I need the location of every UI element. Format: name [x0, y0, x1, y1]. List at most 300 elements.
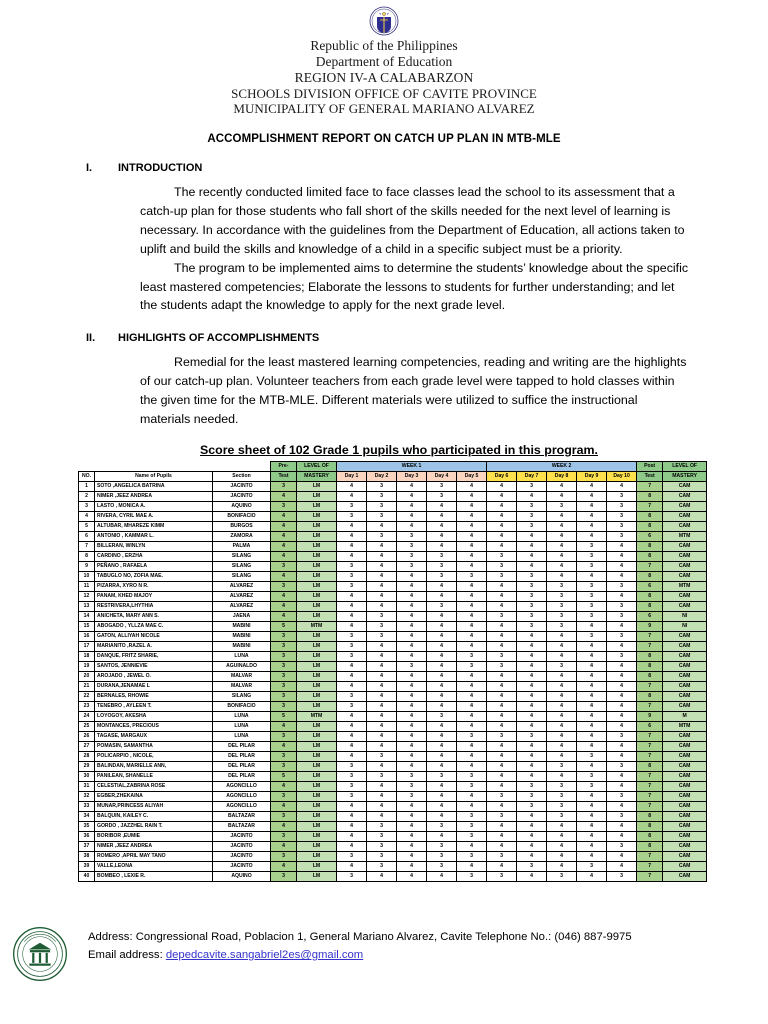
cell-pretest: 3: [271, 561, 297, 571]
cell-day-5: 4: [457, 741, 487, 751]
cell-day-4: 3: [427, 841, 457, 851]
cell-posttest: 7: [637, 771, 663, 781]
cell-day-7: 4: [517, 841, 547, 851]
table-row: [79, 771, 707, 781]
cell-day-4: 4: [427, 511, 457, 521]
cell-day-4: 4: [427, 531, 457, 541]
cell-day-7: 4: [517, 871, 547, 881]
cell-level-of-mastery-post: CAM: [663, 541, 707, 551]
table-row: [79, 731, 707, 741]
cell-level-of-mastery-pre: LM: [297, 791, 337, 801]
table-row: [79, 761, 707, 771]
cell-posttest: 7: [637, 731, 663, 741]
letterhead-line-5: MUNICIPALITY OF GENERAL MARIANO ALVAREZ: [233, 101, 535, 117]
cell-pretest: 4: [271, 531, 297, 541]
cell-day-3: 4: [397, 731, 427, 741]
cell-name: SANTOS, JENNIEVIE: [95, 661, 213, 671]
cell-day-9: 3: [577, 551, 607, 561]
cell-day-10: 3: [607, 841, 637, 851]
table-row: [79, 521, 707, 531]
cell-day-2: 4: [367, 721, 397, 731]
cell-day-7: 4: [517, 851, 547, 861]
cell-level-of-mastery-pre: LM: [297, 611, 337, 621]
cell-day-8: 4: [547, 701, 577, 711]
cell-day-5: 4: [457, 541, 487, 551]
cell-day-5: 3: [457, 781, 487, 791]
cell-day-10: 4: [607, 661, 637, 671]
cell-day-7: 3: [517, 861, 547, 871]
cell-day-6: 4: [487, 831, 517, 841]
cell-level-of-mastery-post: CAM: [663, 481, 707, 491]
cell-day-10: 4: [607, 681, 637, 691]
cell-day-9: 3: [577, 561, 607, 571]
cell-day-3: 4: [397, 811, 427, 821]
cell-name: POLICARPIO , NICOLE,: [95, 751, 213, 761]
cell-level-of-mastery-pre: LM: [297, 551, 337, 561]
cell-day-10: 3: [607, 731, 637, 741]
table-row: [79, 481, 707, 491]
cell-pretest: 5: [271, 771, 297, 781]
cell-day-7: 4: [517, 631, 547, 641]
section-heading-highlights: [0, 332, 768, 344]
cell-name: PANAM, KHED MAJOY: [95, 591, 213, 601]
cell-day-5: 4: [457, 591, 487, 601]
header-day-5: Day 5: [457, 471, 487, 481]
cell-section: LUNA: [213, 651, 271, 661]
cell-pretest: 3: [271, 661, 297, 671]
cell-day-9: 4: [577, 571, 607, 581]
cell-day-6: 4: [487, 481, 517, 491]
cell-pretest: 4: [271, 591, 297, 601]
cell-name: VALLE,LEONA: [95, 861, 213, 871]
cell-day-4: 3: [427, 861, 457, 871]
cell-name: PANILEAN, SHANELLE: [95, 771, 213, 781]
cell-day-6: 4: [487, 721, 517, 731]
cell-day-6: 4: [487, 511, 517, 521]
cell-pretest: 3: [271, 831, 297, 841]
cell-posttest: 7: [637, 481, 663, 491]
cell-day-9: 3: [577, 611, 607, 621]
cell-day-8: 4: [547, 841, 577, 851]
cell-day-10: 4: [607, 741, 637, 751]
cell-day-7: 4: [517, 531, 547, 541]
cell-day-4: 4: [427, 751, 457, 761]
cell-day-6: 4: [487, 581, 517, 591]
cell-posttest: 7: [637, 851, 663, 861]
cell-day-4: 4: [427, 721, 457, 731]
cell-day-7: 4: [517, 541, 547, 551]
cell-day-2: 3: [367, 771, 397, 781]
cell-pretest: 4: [271, 511, 297, 521]
cell-day-10: 4: [607, 691, 637, 701]
cell-section: DEL PILAR: [213, 741, 271, 751]
cell-day-4: 3: [427, 481, 457, 491]
cell-name: BALINDAN, MARIELLE ANN,: [95, 761, 213, 771]
cell-day-9: 4: [577, 741, 607, 751]
cell-day-7: 4: [517, 751, 547, 761]
cell-pretest: 5: [271, 711, 297, 721]
table-row: [79, 671, 707, 681]
cell-section: AGONCILLO: [213, 791, 271, 801]
cell-posttest: 7: [637, 741, 663, 751]
cell-day-1: 4: [337, 861, 367, 871]
cell-name: MONTANCES, PRECIOUS: [95, 721, 213, 731]
cell-day-2: 4: [367, 711, 397, 721]
cell-day-8: 3: [547, 621, 577, 631]
cell-section: MALVAR: [213, 671, 271, 681]
cell-name: TENEBRO , AYLEEN T.: [95, 701, 213, 711]
table-row: [79, 721, 707, 731]
table-row: [79, 711, 707, 721]
cell-level-of-mastery-post: MTM: [663, 721, 707, 731]
cell-posttest: 8: [637, 571, 663, 581]
cell-section: MABINI: [213, 641, 271, 651]
cell-day-1: 4: [337, 811, 367, 821]
cell-level-of-mastery-post: CAM: [663, 791, 707, 801]
cell-name: CELESTIAL,ZABRINA ROSE: [95, 781, 213, 791]
cell-day-2: 3: [367, 501, 397, 511]
cell-day-9: 4: [577, 671, 607, 681]
cell-level-of-mastery-pre: LM: [297, 821, 337, 831]
section-heading-introduction: [0, 162, 768, 174]
cell-name: BOMBEO , LEXIE R.: [95, 871, 213, 881]
cell-pretest: 4: [271, 841, 297, 851]
cell-day-1: 4: [337, 621, 367, 631]
cell-day-4: 4: [427, 651, 457, 661]
cell-name: BILLERAN, WINLYN: [95, 541, 213, 551]
cell-posttest: 8: [637, 521, 663, 531]
cell-day-8: 4: [547, 771, 577, 781]
cell-day-3: 4: [397, 501, 427, 511]
cell-day-10: 4: [607, 641, 637, 651]
cell-day-3: 4: [397, 581, 427, 591]
cell-day-8: 4: [547, 491, 577, 501]
cell-day-6: 4: [487, 741, 517, 751]
cell-day-10: 3: [607, 601, 637, 611]
cell-posttest: 7: [637, 871, 663, 881]
cell-posttest: 8: [637, 661, 663, 671]
footer-email-prefix: Email address:: [88, 949, 166, 962]
cell-no: 15: [79, 621, 95, 631]
cell-day-5: 4: [457, 861, 487, 871]
cell-day-8: 3: [547, 811, 577, 821]
cell-no: 16: [79, 631, 95, 641]
cell-day-2: 4: [367, 561, 397, 571]
cell-day-2: 4: [367, 741, 397, 751]
table-row: [79, 801, 707, 811]
cell-day-10: 3: [607, 491, 637, 501]
cell-level-of-mastery-pre: LM: [297, 841, 337, 851]
cell-day-6: 4: [487, 821, 517, 831]
cell-day-4: 3: [427, 491, 457, 501]
cell-day-6: 3: [487, 871, 517, 881]
cell-day-8: 3: [547, 591, 577, 601]
cell-level-of-mastery-pre: LM: [297, 731, 337, 741]
section-number-2: II.: [86, 332, 96, 345]
cell-name: SOTO ,ANGELICA BATRINA: [95, 481, 213, 491]
cell-day-7: 3: [517, 521, 547, 531]
cell-no: 20: [79, 671, 95, 681]
table-row: [79, 551, 707, 561]
cell-day-7: 3: [517, 601, 547, 611]
cell-level-of-mastery-pre: LM: [297, 701, 337, 711]
cell-day-1: 3: [337, 691, 367, 701]
cell-day-9: 4: [577, 871, 607, 881]
table-row: [79, 691, 707, 701]
cell-name: NIMER ,JEEZ ANDREA: [95, 841, 213, 851]
cell-posttest: 6: [637, 721, 663, 731]
cell-day-7: 4: [517, 721, 547, 731]
cell-day-4: 4: [427, 791, 457, 801]
cell-day-1: 4: [337, 671, 367, 681]
table-row: [79, 651, 707, 661]
cell-posttest: 7: [637, 791, 663, 801]
cell-day-10: 4: [607, 541, 637, 551]
footer-contact: [88, 928, 632, 964]
cell-day-3: 3: [397, 771, 427, 781]
cell-day-6: 4: [487, 711, 517, 721]
cell-level-of-mastery-pre: LM: [297, 801, 337, 811]
cell-no: 32: [79, 791, 95, 801]
cell-day-3: 4: [397, 511, 427, 521]
cell-day-6: 4: [487, 781, 517, 791]
cell-day-1: 3: [337, 581, 367, 591]
cell-day-2: 4: [367, 671, 397, 681]
cell-day-9: 4: [577, 681, 607, 691]
cell-pretest: 4: [271, 541, 297, 551]
cell-section: SILANG: [213, 561, 271, 571]
cell-pretest: 3: [271, 791, 297, 801]
cell-section: JACINTO: [213, 491, 271, 501]
cell-day-1: 3: [337, 791, 367, 801]
cell-day-3: 4: [397, 651, 427, 661]
cell-day-2: 4: [367, 651, 397, 661]
cell-day-4: 4: [427, 631, 457, 641]
cell-day-2: 3: [367, 481, 397, 491]
cell-day-7: 3: [517, 801, 547, 811]
cell-day-10: 3: [607, 581, 637, 591]
cell-pretest: 4: [271, 741, 297, 751]
cell-day-8: 4: [547, 731, 577, 741]
cell-posttest: 8: [637, 841, 663, 851]
cell-day-5: 4: [457, 631, 487, 641]
cell-day-4: 4: [427, 741, 457, 751]
table-row: [79, 611, 707, 621]
cell-day-8: 4: [547, 821, 577, 831]
footer-email-link[interactable]: depedcavite.sangabriel2es@gmail.com: [165, 949, 364, 962]
header-name: Name of Pupils: [95, 471, 213, 481]
cell-posttest: 6: [637, 581, 663, 591]
cell-day-10: 3: [607, 611, 637, 621]
cell-day-4: 4: [427, 501, 457, 511]
cell-day-10: 4: [607, 481, 637, 491]
cell-posttest: 7: [637, 701, 663, 711]
cell-day-1: 3: [337, 651, 367, 661]
cell-no: 26: [79, 731, 95, 741]
cell-level-of-mastery-pre: LM: [297, 671, 337, 681]
cell-day-8: 4: [547, 521, 577, 531]
cell-level-of-mastery-pre: LM: [297, 541, 337, 551]
cell-day-2: 4: [367, 641, 397, 651]
cell-level-of-mastery-pre: LM: [297, 531, 337, 541]
cell-day-5: 3: [457, 811, 487, 821]
cell-day-4: 4: [427, 591, 457, 601]
cell-day-4: 4: [427, 731, 457, 741]
cell-day-2: 3: [367, 851, 397, 861]
cell-day-5: 4: [457, 551, 487, 561]
cell-day-3: 4: [397, 801, 427, 811]
cell-pretest: 4: [271, 611, 297, 621]
cell-day-10: 3: [607, 761, 637, 771]
cell-day-2: 3: [367, 531, 397, 541]
cell-day-5: 4: [457, 511, 487, 521]
cell-day-9: 4: [577, 501, 607, 511]
cell-day-1: 4: [337, 551, 367, 561]
cell-day-5: 4: [457, 671, 487, 681]
cell-day-1: 4: [337, 591, 367, 601]
cell-section: AGUINALDO: [213, 661, 271, 671]
cell-name: GATON, ALLIYAH NICOLE: [95, 631, 213, 641]
cell-day-5: 4: [457, 641, 487, 651]
cell-level-of-mastery-pre: LM: [297, 871, 337, 881]
cell-day-5: 3: [457, 651, 487, 661]
cell-level-of-mastery-pre: LM: [297, 491, 337, 501]
cell-name: ANICHETA, MARY ANN S.: [95, 611, 213, 621]
cell-day-2: 3: [367, 841, 397, 851]
cell-day-6: 4: [487, 681, 517, 691]
cell-pretest: 3: [271, 871, 297, 881]
cell-day-5: 4: [457, 701, 487, 711]
cell-day-3: 4: [397, 711, 427, 721]
header-mastery2-line2: MASTERY: [663, 471, 707, 481]
cell-day-7: 4: [517, 641, 547, 651]
cell-day-4: 4: [427, 781, 457, 791]
cell-level-of-mastery-post: CAM: [663, 661, 707, 671]
score-sheet-table: [78, 461, 707, 882]
cell-day-4: 4: [427, 681, 457, 691]
cell-day-9: 4: [577, 701, 607, 711]
cell-posttest: 8: [637, 511, 663, 521]
cell-day-2: 4: [367, 791, 397, 801]
cell-posttest: 8: [637, 691, 663, 701]
cell-day-7: 3: [517, 611, 547, 621]
cell-level-of-mastery-post: CAM: [663, 761, 707, 771]
cell-posttest: 8: [637, 591, 663, 601]
footer-address: Address: Congressional Road, Poblacion 1, General Mariano Alvarez, Cavite Telephone No.: (046) 887-9975: [88, 931, 632, 943]
cell-day-2: 4: [367, 581, 397, 591]
cell-level-of-mastery-post: CAM: [663, 561, 707, 571]
cell-day-8: 4: [547, 851, 577, 861]
cell-no: 1: [79, 481, 95, 491]
cell-day-2: 4: [367, 591, 397, 601]
cell-day-8: 4: [547, 671, 577, 681]
cell-day-7: 4: [517, 761, 547, 771]
cell-day-9: 4: [577, 641, 607, 651]
cell-day-9: 4: [577, 761, 607, 771]
cell-day-2: 4: [367, 801, 397, 811]
cell-day-10: 3: [607, 511, 637, 521]
cell-day-6: 4: [487, 801, 517, 811]
cell-day-3: 4: [397, 641, 427, 651]
cell-day-5: 4: [457, 801, 487, 811]
cell-day-3: 4: [397, 621, 427, 631]
cell-day-7: 4: [517, 561, 547, 571]
cell-day-8: 4: [547, 631, 577, 641]
cell-pretest: 4: [271, 861, 297, 871]
cell-day-4: 4: [427, 661, 457, 671]
cell-day-3: 4: [397, 631, 427, 641]
cell-day-9: 3: [577, 601, 607, 611]
cell-level-of-mastery-post: CAM: [663, 641, 707, 651]
cell-day-3: 4: [397, 611, 427, 621]
cell-day-2: 3: [367, 621, 397, 631]
cell-day-5: 4: [457, 721, 487, 731]
header-day-1: Day 1: [337, 471, 367, 481]
cell-no: 36: [79, 831, 95, 841]
cell-day-3: 4: [397, 851, 427, 861]
cell-day-7: 3: [517, 571, 547, 581]
cell-section: DEL PILAR: [213, 761, 271, 771]
cell-posttest: 7: [637, 561, 663, 571]
table-row: [79, 621, 707, 631]
cell-no: 10: [79, 571, 95, 581]
cell-day-2: 4: [367, 681, 397, 691]
table-row: [79, 541, 707, 551]
cell-day-5: 4: [457, 561, 487, 571]
cell-no: 21: [79, 681, 95, 691]
cell-day-3: 4: [397, 751, 427, 761]
cell-level-of-mastery-post: CAM: [663, 521, 707, 531]
cell-level-of-mastery-post: CAM: [663, 681, 707, 691]
cell-section: MABINI: [213, 621, 271, 631]
cell-posttest: 7: [637, 781, 663, 791]
cell-day-10: 4: [607, 551, 637, 561]
header-day-2: Day 2: [367, 471, 397, 481]
score-sheet-caption: Score sheet of 102 Grade 1 pupils who participated in this program.: [200, 442, 598, 457]
cell-day-6: 4: [487, 771, 517, 781]
cell-day-9: 3: [577, 861, 607, 871]
cell-day-1: 4: [337, 841, 367, 851]
table-row: [79, 871, 707, 881]
deped-seal-icon: [369, 6, 399, 36]
cell-day-7: 3: [517, 781, 547, 791]
cell-level-of-mastery-pre: LM: [297, 681, 337, 691]
cell-day-10: 4: [607, 861, 637, 871]
cell-day-10: 3: [607, 791, 637, 801]
cell-section: JACINTO: [213, 851, 271, 861]
cell-name: MARIANITO ,RAZEL A.: [95, 641, 213, 651]
cell-day-1: 4: [337, 721, 367, 731]
cell-day-6: 4: [487, 701, 517, 711]
cell-no: 39: [79, 861, 95, 871]
table-row: [79, 701, 707, 711]
cell-day-8: 4: [547, 711, 577, 721]
cell-pretest: 4: [271, 521, 297, 531]
cell-day-1: 4: [337, 751, 367, 761]
cell-day-6: 3: [487, 571, 517, 581]
cell-day-3: 4: [397, 671, 427, 681]
cell-day-7: 3: [517, 621, 547, 631]
table-row: [79, 531, 707, 541]
cell-section: JACINTO: [213, 861, 271, 871]
cell-section: SILANG: [213, 571, 271, 581]
cell-section: AGONCILLO: [213, 781, 271, 791]
cell-pretest: 3: [271, 651, 297, 661]
cell-name: CARDINO , ERZHA: [95, 551, 213, 561]
cell-posttest: 8: [637, 831, 663, 841]
cell-day-3: 4: [397, 591, 427, 601]
table-row: [79, 591, 707, 601]
